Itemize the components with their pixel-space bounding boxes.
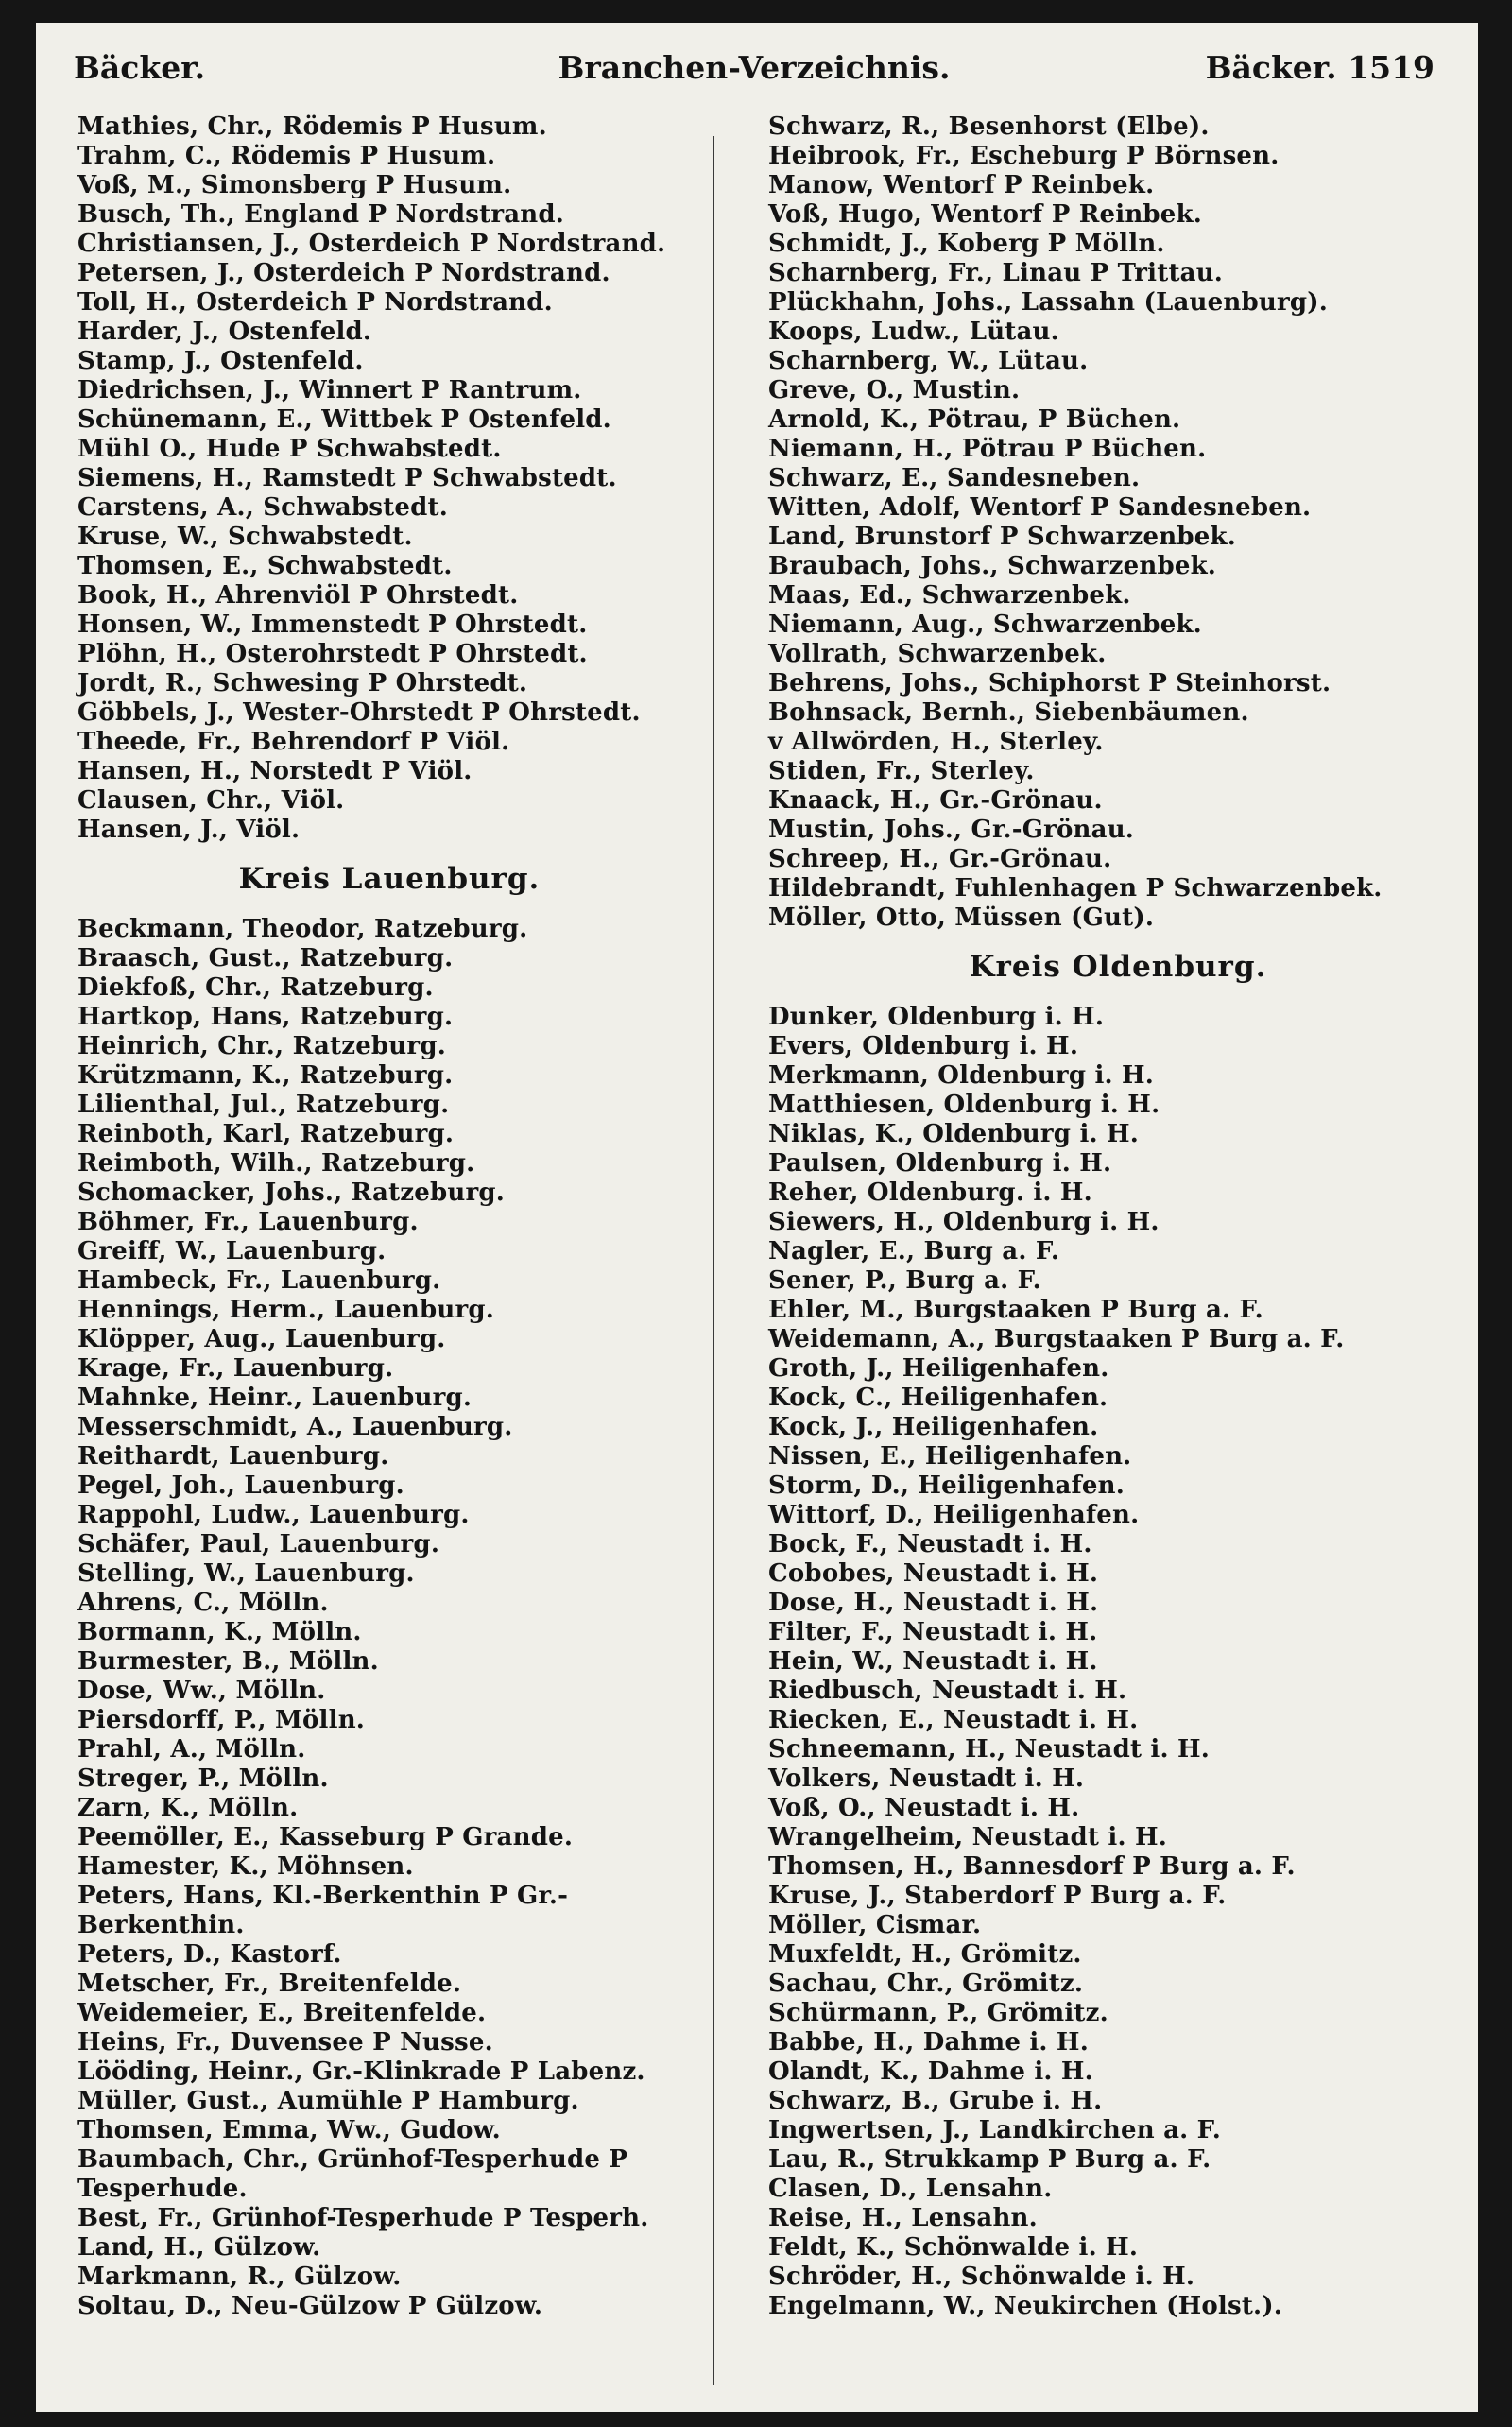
directory-entry: Land, H., Gülzow. xyxy=(77,2233,321,2262)
directory-entry: Nissen, E., Heiligenhafen. xyxy=(768,1442,1132,1471)
directory-entry: Braubach, Johs., Schwarzenbek. xyxy=(768,552,1217,580)
directory-entry: Schürmann, P., Grömitz. xyxy=(768,1999,1108,2027)
directory-entry: Reimboth, Wilh., Ratzeburg. xyxy=(77,1149,475,1178)
directory-entry: Reinboth, Karl, Ratzeburg. xyxy=(77,1120,455,1148)
directory-entry: Hennings, Herm., Lauenburg. xyxy=(77,1296,494,1324)
directory-entry: Schomacker, Johs., Ratzeburg. xyxy=(77,1179,506,1207)
directory-entry: Busch, Th., England P Nordstrand. xyxy=(77,200,565,229)
directory-entry: Paulsen, Oldenburg i. H. xyxy=(768,1149,1112,1178)
directory-entry: Engelmann, W., Neukirchen (Holst.). xyxy=(768,2292,1283,2320)
directory-entry: Evers, Oldenburg i. H. xyxy=(768,1032,1079,1060)
directory-entry: Krützmann, K., Ratzeburg. xyxy=(77,1061,454,1090)
directory-entry: Diekfoß, Chr., Ratzeburg. xyxy=(77,973,434,1002)
directory-entry: Greiff, W., Lauenburg. xyxy=(77,1237,387,1265)
directory-entry: Wrangelheim, Neustadt i. H. xyxy=(768,1823,1167,1851)
directory-entry: Göbbels, J., Wester-Ohrstedt P Ohrstedt. xyxy=(77,698,641,727)
directory-entry: Petersen, J., Osterdeich P Nordstrand. xyxy=(77,259,610,287)
directory-entry: Hansen, J., Viöl. xyxy=(77,816,301,844)
directory-entry: Müller, Gust., Aumühle P Hamburg. xyxy=(77,2087,579,2115)
directory-entry: Möller, Otto, Müssen (Gut). xyxy=(768,904,1155,932)
directory-entry: Prahl, A., Mölln. xyxy=(77,1735,306,1764)
directory-entry: Hartkop, Hans, Ratzeburg. xyxy=(77,1003,454,1031)
directory-entry: Rappohl, Ludw., Lauenburg. xyxy=(77,1501,470,1529)
directory-entry: Piersdorff, P., Mölln. xyxy=(77,1706,366,1734)
directory-entry: Reithardt, Lauenburg. xyxy=(77,1442,389,1471)
directory-entry: Land, Brunstorf P Schwarzenbek. xyxy=(768,523,1236,551)
directory-entry: Voß, M., Simonsberg P Husum. xyxy=(77,171,512,199)
directory-entry: Krage, Fr., Lauenburg. xyxy=(77,1354,394,1383)
directory-entry: Bock, F., Neustadt i. H. xyxy=(768,1530,1092,1558)
directory-entry: Vollrath, Schwarzenbek. xyxy=(768,640,1107,668)
directory-entry: Mustin, Johs., Gr.-Grönau. xyxy=(768,816,1135,844)
directory-entry: Riecken, E., Neustadt i. H. xyxy=(768,1706,1139,1734)
directory-entry: Schwarz, R., Besenhorst (Elbe). xyxy=(768,112,1210,141)
directory-entry: Schmidt, J., Koberg P Mölln. xyxy=(768,230,1165,258)
directory-entry: Hildebrandt, Fuhlenhagen P Schwarzenbek. xyxy=(768,874,1383,903)
directory-entry: Schreep, H., Gr.-Grönau. xyxy=(768,845,1112,873)
directory-entry: Koops, Ludw., Lütau. xyxy=(768,318,1059,346)
right-column xyxy=(768,112,1468,2321)
directory-entry: Bormann, K., Mölln. xyxy=(77,1618,362,1646)
directory-entry: Wittorf, D., Heiligenhafen. xyxy=(768,1501,1140,1529)
directory-entry: Bohnsack, Bernh., Siebenbäumen. xyxy=(768,698,1249,727)
directory-entry: Heins, Fr., Duvensee P Nusse. xyxy=(77,2028,493,2057)
directory-entry: Voß, Hugo, Wentorf P Reinbek. xyxy=(768,200,1203,229)
directory-entry: Streger, P., Mölln. xyxy=(77,1764,329,1793)
directory-entry: Reher, Oldenburg. i. H. xyxy=(768,1179,1092,1207)
directory-entry: Harder, J., Ostenfeld. xyxy=(77,318,372,346)
directory-entry: v Allwörden, H., Sterley. xyxy=(768,728,1104,756)
section-title-kreis-oldenburg: Kreis Oldenburg. xyxy=(969,950,1267,984)
directory-entry: Mahnke, Heinr., Lauenburg. xyxy=(77,1384,472,1412)
directory-entry: Manow, Wentorf P Reinbek. xyxy=(768,171,1155,199)
directory-entry: Muxfeldt, H., Grömitz. xyxy=(768,1940,1082,1969)
directory-entry: Schröder, H., Schönwalde i. H. xyxy=(768,2263,1195,2291)
directory-entry: Clasen, D., Lensahn. xyxy=(768,2175,1053,2203)
directory-entry: Niemann, Aug., Schwarzenbek. xyxy=(768,611,1202,639)
directory-entry: Voß, O., Neustadt i. H. xyxy=(768,1794,1080,1822)
directory-entry: Mathies, Chr., Rödemis P Husum. xyxy=(77,112,547,141)
directory-entry: Braasch, Gust., Ratzeburg. xyxy=(77,944,454,973)
directory-entry: Christiansen, J., Osterdeich P Nordstrand. xyxy=(77,230,666,258)
directory-entry: Plöhn, H., Osterohrstedt P Ohrstedt. xyxy=(77,640,588,668)
directory-entry: Knaack, H., Gr.-Grönau. xyxy=(768,786,1103,815)
directory-entry: Merkmann, Oldenburg i. H. xyxy=(768,1061,1155,1090)
directory-entry: Siemens, H., Ramstedt P Schwabstedt. xyxy=(77,464,617,492)
directory-entry: Lööding, Heinr., Gr.-Klinkrade P Labenz. xyxy=(77,2057,645,2086)
directory-entry: Thomsen, E., Schwabstedt. xyxy=(77,552,453,580)
directory-entry: Reise, H., Lensahn. xyxy=(768,2204,1038,2232)
directory-entry: Ahrens, C., Mölln. xyxy=(77,1589,329,1617)
directory-entry: Riedbusch, Neustadt i. H. xyxy=(768,1677,1127,1705)
directory-entry: Schneemann, H., Neustadt i. H. xyxy=(768,1735,1211,1764)
directory-entry: Behrens, Johs., Schiphorst P Steinhorst. xyxy=(768,669,1332,697)
directory-entry: Diedrichsen, J., Winnert P Rantrum. xyxy=(77,376,582,404)
directory-entry: Greve, O., Mustin. xyxy=(768,376,1021,404)
directory-entry: Sachau, Chr., Grömitz. xyxy=(768,1970,1084,1998)
directory-entry: Klöpper, Aug., Lauenburg. xyxy=(77,1325,446,1353)
directory-entry: Zarn, K., Mölln. xyxy=(77,1794,299,1822)
directory-entry: Markmann, R., Gülzow. xyxy=(77,2263,402,2291)
directory-entry: Stiden, Fr., Sterley. xyxy=(768,757,1035,785)
directory-entry: Kock, J., Heiligenhafen. xyxy=(768,1413,1099,1441)
directory-entry: Carstens, A., Schwabstedt. xyxy=(77,493,448,522)
directory-entry: Theede, Fr., Behrendorf P Viöl. xyxy=(77,728,510,756)
directory-entry: Olandt, K., Dahme i. H. xyxy=(768,2057,1093,2086)
directory-entry: Weidemeier, E., Breitenfelde. xyxy=(77,1999,487,2027)
directory-entry: Scharnberg, Fr., Linau P Trittau. xyxy=(768,259,1224,287)
directory-entry: Ehler, M., Burgstaaken P Burg a. F. xyxy=(768,1296,1263,1324)
directory-entry: Trahm, C., Rödemis P Husum. xyxy=(77,142,496,170)
directory-entry: Peters, Hans, Kl.-Berkenthin P Gr.-Berkenthin. xyxy=(77,1882,569,1939)
directory-entry: Peters, D., Kastorf. xyxy=(77,1940,342,1969)
directory-entry: Messerschmidt, A., Lauenburg. xyxy=(77,1413,513,1441)
directory-entry: Kruse, J., Staberdorf P Burg a. F. xyxy=(768,1882,1227,1910)
directory-entry: Thomsen, H., Bannesdorf P Burg a. F. xyxy=(768,1852,1296,1881)
directory-entry: Dose, Ww., Mölln. xyxy=(77,1677,326,1705)
directory-entry: Stelling, W., Lauenburg. xyxy=(77,1559,415,1588)
directory-entry: Ingwertsen, J., Landkirchen a. F. xyxy=(768,2116,1221,2144)
header-right-category-page-number: Bäcker. 1519 xyxy=(1205,49,1435,86)
directory-entry: Stamp, J., Ostenfeld. xyxy=(77,347,364,375)
directory-entry: Toll, H., Osterdeich P Nordstrand. xyxy=(77,288,553,317)
directory-entry: Beckmann, Theodor, Ratzeburg. xyxy=(77,915,528,943)
directory-entry: Peemöller, E., Kasseburg P Grande. xyxy=(77,1823,574,1851)
directory-entry: Jordt, R., Schwesing P Ohrstedt. xyxy=(77,669,528,697)
directory-entry: Cobobes, Neustadt i. H. xyxy=(768,1559,1099,1588)
directory-entry: Siewers, H., Oldenburg i. H. xyxy=(768,1208,1160,1236)
directory-entry: Matthiesen, Oldenburg i. H. xyxy=(768,1091,1160,1119)
directory-entry: Best, Fr., Grünhof-Tesperhude P Tesperh. xyxy=(77,2204,649,2232)
entry-list xyxy=(77,915,701,2321)
directory-entry: Niklas, K., Oldenburg i. H. xyxy=(768,1120,1140,1148)
entry-list xyxy=(77,112,701,845)
directory-entry: Heibrook, Fr., Escheburg P Börnsen. xyxy=(768,142,1280,170)
directory-entry: Volkers, Neustadt i. H. xyxy=(768,1764,1085,1793)
directory-entry: Kruse, W., Schwabstedt. xyxy=(77,523,413,551)
directory-entry: Schünemann, E., Wittbek P Ostenfeld. xyxy=(77,405,611,434)
directory-entry: Filter, F., Neustadt i. H. xyxy=(768,1618,1098,1646)
directory-entry: Schwarz, E., Sandesneben. xyxy=(768,464,1141,492)
directory-entry: Clausen, Chr., Viöl. xyxy=(77,786,345,815)
directory-entry: Hein, W., Neustadt i. H. xyxy=(768,1647,1098,1676)
directory-entry: Groth, J., Heiligenhafen. xyxy=(768,1354,1109,1383)
directory-entry: Mühl O., Hude P Schwabstedt. xyxy=(77,435,502,463)
directory-entry: Witten, Adolf, Wentorf P Sandesneben. xyxy=(768,493,1312,522)
directory-entry: Schwarz, B., Grube i. H. xyxy=(768,2087,1103,2115)
directory-entry: Lilienthal, Jul., Ratzeburg. xyxy=(77,1091,450,1119)
directory-entry: Möller, Cismar. xyxy=(768,1911,982,1939)
directory-entry: Dunker, Oldenburg i. H. xyxy=(768,1003,1105,1031)
header-title: Branchen-Verzeichnis. xyxy=(558,49,951,86)
directory-entry: Hambeck, Fr., Lauenburg. xyxy=(77,1266,441,1295)
directory-entry: Hansen, H., Norstedt P Viöl. xyxy=(77,757,472,785)
directory-page xyxy=(36,23,1478,2412)
directory-entry: Thomsen, Emma, Ww., Gudow. xyxy=(77,2116,501,2144)
directory-entry: Baumbach, Chr., Grünhof-Tesperhude P Tesperhude. xyxy=(77,2145,628,2203)
page-header xyxy=(74,49,1435,96)
directory-entry: Lau, R., Strukkamp P Burg a. F. xyxy=(768,2145,1211,2174)
column-divider xyxy=(713,136,714,2385)
directory-entry: Feldt, K., Schönwalde i. H. xyxy=(768,2233,1139,2262)
left-column xyxy=(77,112,701,2321)
directory-entry: Soltau, D., Neu-Gülzow P Gülzow. xyxy=(77,2292,543,2320)
directory-entry: Schäfer, Paul, Lauenburg. xyxy=(77,1530,440,1558)
directory-entry: Weidemann, A., Burgstaaken P Burg a. F. xyxy=(768,1325,1345,1353)
directory-entry: Arnold, K., Pötrau, P Büchen. xyxy=(768,405,1181,434)
directory-entry: Böhmer, Fr., Lauenburg. xyxy=(77,1208,419,1236)
directory-entry: Storm, D., Heiligenhafen. xyxy=(768,1472,1125,1500)
directory-entry: Plückhahn, Johs., Lassahn (Lauenburg). xyxy=(768,288,1328,317)
directory-entry: Nagler, E., Burg a. F. xyxy=(768,1237,1060,1265)
directory-entry: Scharnberg, W., Lütau. xyxy=(768,347,1089,375)
section-title-kreis-lauenburg: Kreis Lauenburg. xyxy=(238,862,541,896)
directory-entry: Babbe, H., Dahme i. H. xyxy=(768,2028,1089,2057)
directory-entry: Dose, H., Neustadt i. H. xyxy=(768,1589,1099,1617)
directory-entry: Metscher, Fr., Breitenfelde. xyxy=(77,1970,462,1998)
directory-entry: Sener, P., Burg a. F. xyxy=(768,1266,1041,1295)
directory-entry: Burmester, B., Mölln. xyxy=(77,1647,379,1676)
entry-list xyxy=(768,112,1468,933)
entry-list xyxy=(768,1003,1468,2321)
directory-entry: Kock, C., Heiligenhafen. xyxy=(768,1384,1108,1412)
directory-entry: Niemann, H., Pötrau P Büchen. xyxy=(768,435,1207,463)
directory-entry: Book, H., Ahrenviöl P Ohrstedt. xyxy=(77,581,519,610)
directory-entry: Heinrich, Chr., Ratzeburg. xyxy=(77,1032,446,1060)
directory-entry: Honsen, W., Immenstedt P Ohrstedt. xyxy=(77,611,588,639)
directory-entry: Pegel, Joh., Lauenburg. xyxy=(77,1472,404,1500)
directory-entry: Hamester, K., Möhnsen. xyxy=(77,1852,414,1881)
header-left-category: Bäcker. xyxy=(74,49,206,86)
directory-entry: Maas, Ed., Schwarzenbek. xyxy=(768,581,1131,610)
